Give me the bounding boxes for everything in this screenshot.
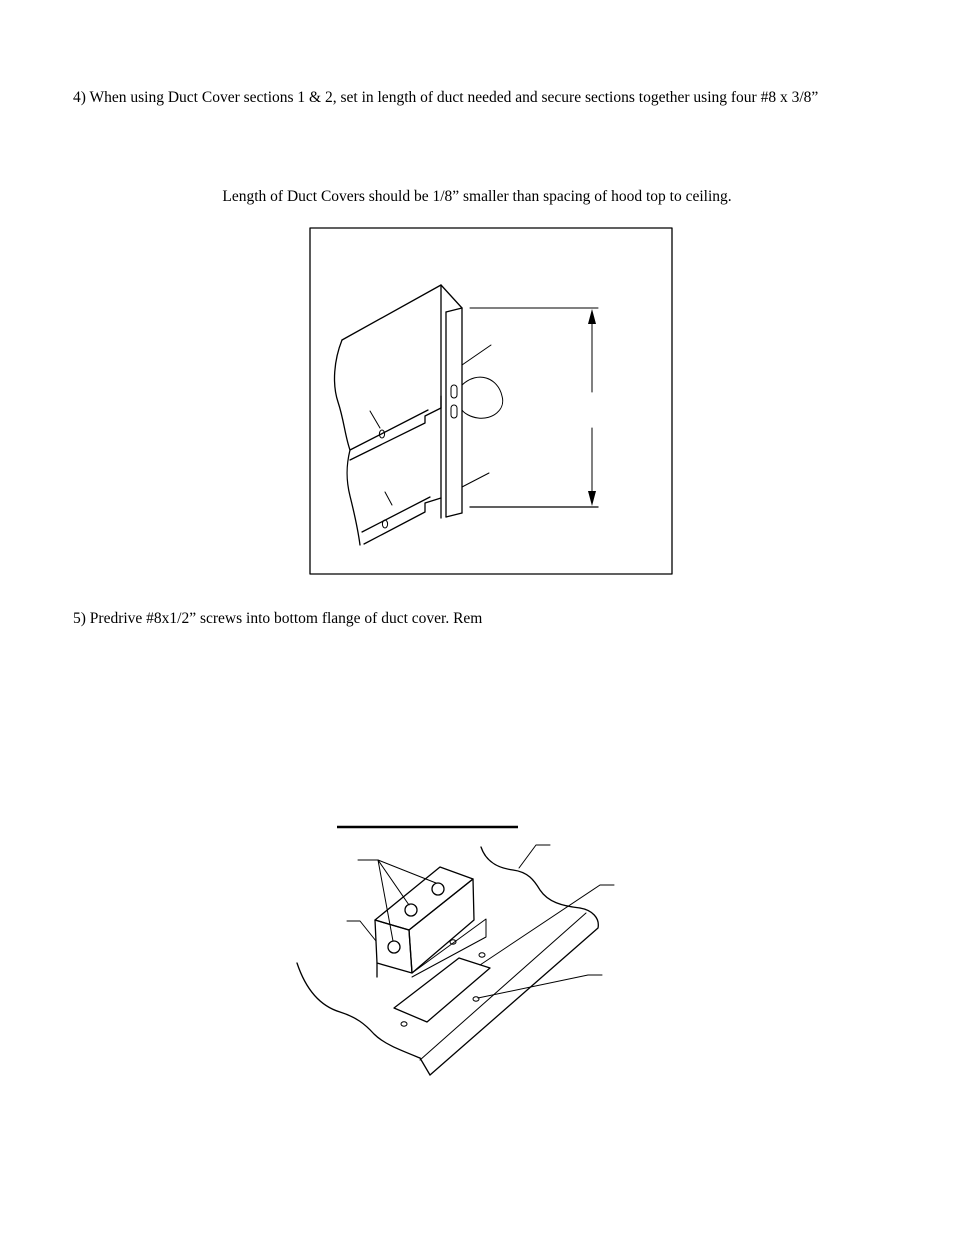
hood-break-line-top bbox=[481, 847, 580, 908]
bracket-base-flange bbox=[412, 919, 486, 977]
step-5-instruction: 5) Predrive #8x1/2” screws into bottom flange of duct cover. Rem bbox=[73, 610, 483, 627]
bracket-front-face bbox=[375, 920, 412, 973]
hood-hole-2 bbox=[479, 953, 485, 957]
dimension-arrow-top bbox=[588, 309, 596, 324]
screw-hole-lower bbox=[382, 520, 387, 528]
leader-hood-top bbox=[519, 845, 550, 868]
hood-lip-edge bbox=[420, 913, 586, 1060]
upper-joint-step bbox=[350, 408, 441, 460]
duct-length-note: Length of Duct Covers should be 1/8” smaller than spacing of hood top to ceiling. bbox=[222, 188, 732, 205]
leader-upper-screw bbox=[370, 411, 380, 428]
hood-cutout-plate bbox=[394, 958, 490, 1022]
step-4-instruction: 4) When using Duct Cover sections 1 & 2, set in length of duct needed and secure sections together using four #8 x 3/8” bbox=[73, 89, 819, 106]
leader-bottom-right bbox=[462, 473, 489, 487]
duct-cover-assembly-drawing bbox=[310, 228, 672, 574]
leader-bracket bbox=[347, 921, 376, 941]
hood-hole-4 bbox=[401, 1022, 407, 1026]
bracket-hole-2 bbox=[405, 904, 417, 916]
break-line-left bbox=[335, 340, 360, 545]
lower-joint-step bbox=[364, 498, 441, 544]
hood-hole-3 bbox=[473, 997, 479, 1001]
leader-lower-screw bbox=[385, 492, 392, 505]
hood-lip-front bbox=[430, 908, 598, 1075]
mounting-bracket-drawing bbox=[297, 827, 614, 1075]
flange-slot-lower bbox=[451, 405, 457, 418]
bracket-hole-1 bbox=[432, 883, 444, 895]
detail-bubble bbox=[462, 377, 503, 418]
flange-top bbox=[446, 308, 462, 312]
dimension-arrow-bottom bbox=[588, 491, 596, 506]
corner-bevel bbox=[441, 285, 462, 308]
flange-bottom bbox=[446, 513, 462, 517]
leader-holes-c bbox=[378, 860, 393, 941]
upper-joint-line bbox=[350, 410, 428, 450]
upper-section-top-edge bbox=[342, 285, 441, 340]
flange-slot-upper bbox=[451, 385, 457, 398]
hood-lip-corner bbox=[420, 1058, 430, 1075]
leader-top-right bbox=[462, 345, 491, 365]
bracket-hole-3 bbox=[388, 941, 400, 953]
figure-1-frame bbox=[310, 228, 672, 574]
